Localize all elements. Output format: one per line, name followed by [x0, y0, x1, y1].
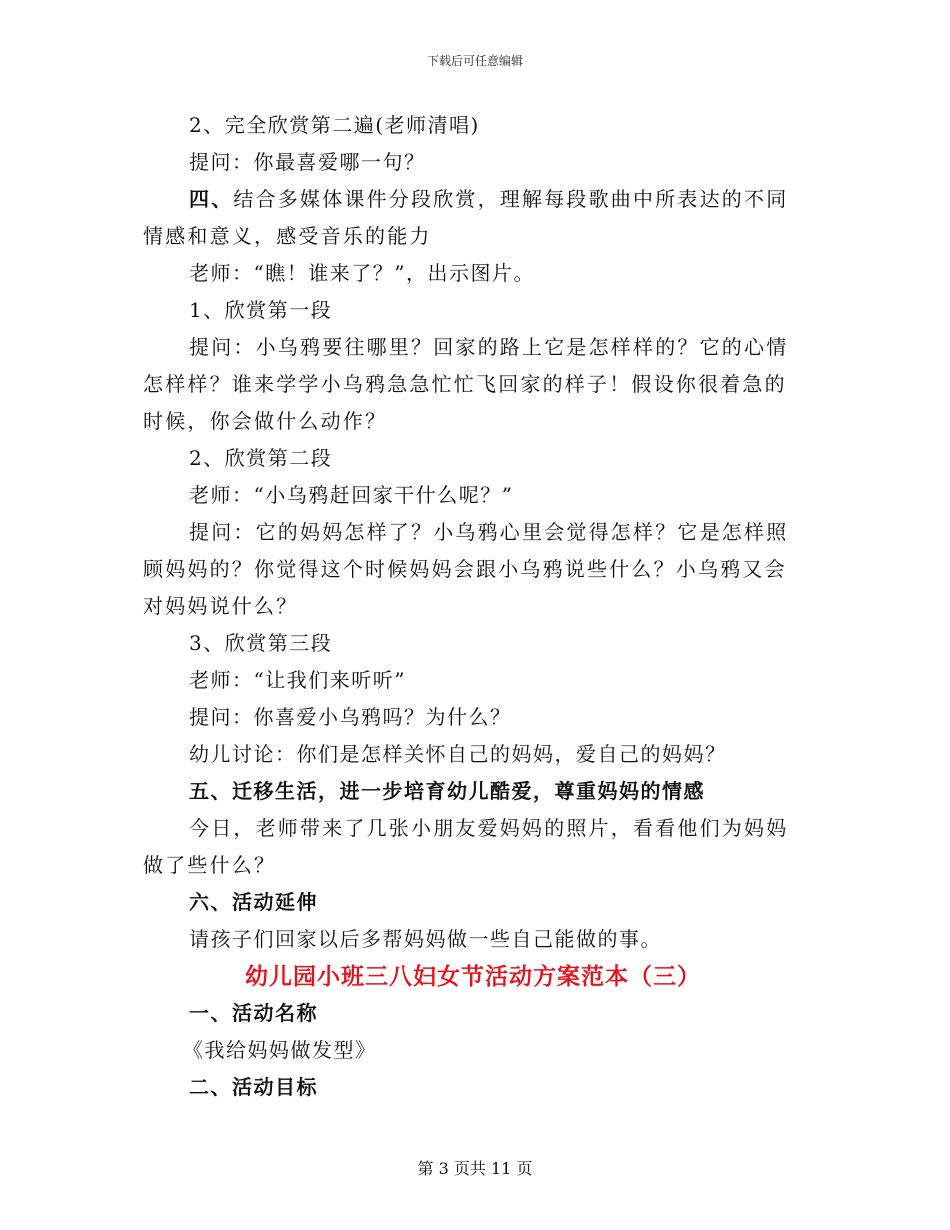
page-footer: 第 3 页共 11 页: [417, 1159, 533, 1178]
paragraph: 2、欣赏第二段: [189, 446, 333, 470]
paragraph: 2、完全欣赏第二遍(老师清唱): [189, 113, 480, 137]
page-header: 下载后可任意编辑: [426, 54, 523, 68]
paragraph: 1、欣赏第一段: [189, 298, 333, 322]
section-heading-number: 四、: [189, 187, 234, 211]
section-heading: 一、活动名称: [189, 1001, 318, 1025]
document-body: [143, 107, 803, 1106]
paragraph: 老师：“瞧！谁来了？”，出示图片。: [189, 261, 535, 285]
paragraph: 今日，老师带来了几张小朋友爱妈妈的照片，看看他们为妈妈做了些什么？: [143, 816, 789, 877]
section-heading-text: 结合多媒体课件分段欣赏，理解每段歌曲中所表达的不同情感和意义，感受音乐的能力: [143, 187, 789, 248]
paragraph: 老师：“小乌鸦赶回家干什么呢？”: [189, 483, 514, 507]
paragraph: 老师：“让我们来听听”: [189, 668, 406, 692]
paragraph: 提问：小乌鸦要往哪里？回家的路上它是怎样样的？它的心情怎样样？谁来学学小乌鸦急急忙忙飞回家的样子！假设你很着急的时候，你会做什么动作？: [143, 335, 789, 433]
section-heading: 二、活动目标: [189, 1075, 318, 1099]
paragraph: 提问：它的妈妈怎样了？小乌鸦心里会觉得怎样？它是怎样照顾妈妈的？你觉得这个时候妈妈会跟小乌鸦说些什么？小乌鸦又会对妈妈说什么？: [143, 520, 789, 618]
paragraph: 3、欣赏第三段: [189, 631, 333, 655]
paragraph: 幼儿讨论：你们是怎样关怀自己的妈妈，爱自己的妈妈？: [189, 742, 727, 766]
document-title: 幼儿园小班三八妇女节活动方案范本（三）: [245, 963, 701, 990]
section-heading: 六、活动延伸: [189, 890, 318, 914]
paragraph: 提问：你喜爱小乌鸦吗？为什么？: [189, 705, 512, 729]
section-heading: 五、迁移生活，进一步培育幼儿酷爱，尊重妈妈的情感: [189, 779, 705, 803]
section-heading: [143, 181, 803, 255]
paragraph: 《我给妈妈做发型》: [183, 1038, 377, 1062]
paragraph: 提问：你最喜爱哪一句？: [189, 150, 426, 174]
paragraph: 请孩子们回家以后多帮妈妈做一些自己能做的事。: [189, 927, 662, 951]
